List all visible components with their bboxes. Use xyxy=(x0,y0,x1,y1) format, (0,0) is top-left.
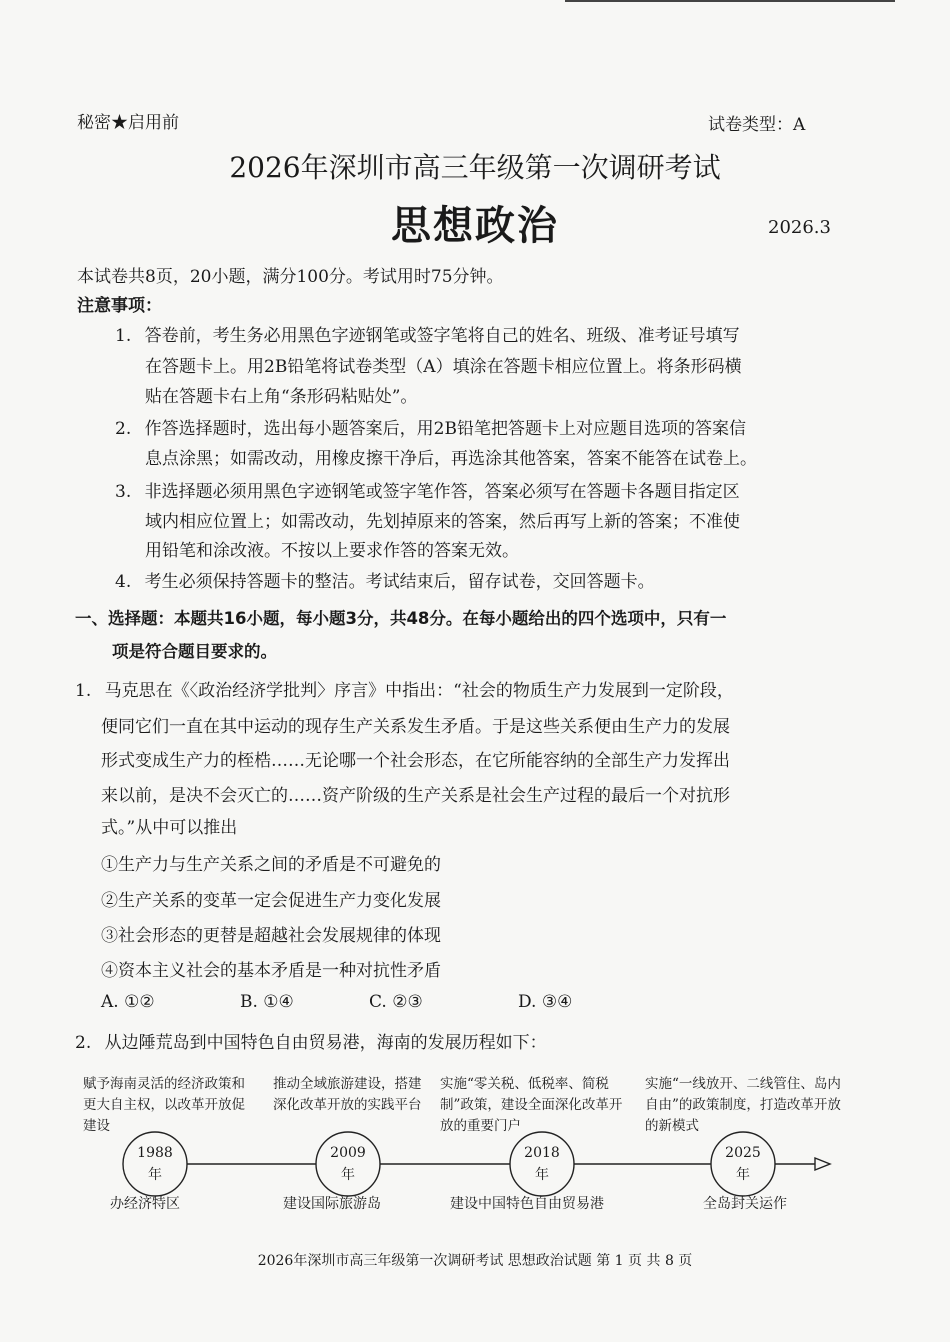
question-number: 1. xyxy=(75,681,92,701)
timeline-year: 2025 xyxy=(725,1145,761,1161)
note-line: 域内相应位置上；如需改动，先划掉原来的答案，然后再写上新的答案；不准使 xyxy=(145,512,740,532)
question-line: 形式变成生产力的桎梏……无论哪一个社会形态，在它所能容纳的全部生产力发挥出 xyxy=(101,751,730,771)
exam-intro: 本试卷共8页，20小题，满分100分。考试用时75分钟。 xyxy=(77,267,504,287)
timeline-desc: 实施“零关税、低税率、简税制”政策，建设全面深化改革开放的重要门户 xyxy=(440,1076,623,1134)
timeline-desc: 实施“一线放开、二线管住、岛内自由”的政策制度，打造改革开放的新模式 xyxy=(645,1076,841,1134)
statement-option: ①生产力与生产关系之间的矛盾是不可避免的 xyxy=(101,855,441,875)
section-heading: 一、选择题：本题共16小题，每小题3分，共48分。在每小题给出的四个选项中，只有一 xyxy=(75,609,727,628)
question-number: 2. xyxy=(75,1033,92,1053)
timeline-label: 全岛封关运作 xyxy=(703,1196,787,1212)
exam-title: 2026年深圳市高三年级第一次调研考试 xyxy=(229,151,721,184)
choice-d: D. ③④ xyxy=(518,992,573,1012)
timeline-label: 建设中国特色自由贸易港 xyxy=(450,1196,604,1212)
note-line: 非选择题必须用黑色字迹钢笔或签字笔作答，答案必须写在答题卡各题目指定区 xyxy=(144,482,740,502)
page-footer: 2026年深圳市高三年级第一次调研考试 思想政治试题 第 1 页 共 8 页 xyxy=(257,1253,693,1269)
exam-subject: 思想政治 xyxy=(391,202,559,249)
note-line: 息点涂黑；如需改动，用橡皮擦干净后，再选涂其他答案，答案不能答在试卷上。 xyxy=(145,449,757,469)
question-line: 来以前，是决不会灭亡的……资产阶级的生产关系是社会生产过程的最后一个对抗形 xyxy=(101,786,730,806)
choice-b: B. ①④ xyxy=(240,992,294,1012)
note-number: 2. xyxy=(115,419,132,439)
note-line: 用铅笔和涂改液。不按以上要求作答的答案无效。 xyxy=(145,541,519,561)
question-line: 马克思在《〈政治经济学批判〉序言》中指出：“社会的物质生产力发展到一定阶段， xyxy=(104,681,734,701)
timeline-year: 1988 xyxy=(137,1145,173,1161)
section-heading-cont: 项是符合题目要求的。 xyxy=(112,642,277,661)
timeline-desc: 赋予海南灵活的经济政策和更大自主权，以改革开放促建设 xyxy=(83,1076,245,1134)
note-line: 作答选择题时，选出每小题答案后，用2B铅笔把答题卡上对应题目选项的答案信 xyxy=(144,419,746,439)
note-number: 3. xyxy=(115,482,132,502)
timeline-year-unit: 年 xyxy=(736,1167,750,1183)
timeline-label: 建设国际旅游岛 xyxy=(283,1196,381,1212)
timeline-year: 2018 xyxy=(524,1145,560,1161)
timeline-year-unit: 年 xyxy=(535,1167,549,1183)
secret-mark: 秘密★启用前 xyxy=(77,113,179,133)
timeline-year-unit: 年 xyxy=(341,1167,355,1183)
choice-a: A. ①② xyxy=(101,992,155,1012)
question-line: 便同它们一直在其中运动的现存生产关系发生矛盾。于是这些关系便由生产力的发展 xyxy=(101,717,730,737)
statement-option: ④资本主义社会的基本矛盾是一种对抗性矛盾 xyxy=(101,961,441,981)
statement-option: ③社会形态的更替是超越社会发展规律的体现 xyxy=(101,926,441,946)
timeline-label: 办经济特区 xyxy=(110,1196,180,1212)
note-number: 4. xyxy=(115,572,132,592)
exam-date: 2026.3 xyxy=(768,217,831,238)
question-line: 式。”从中可以推出 xyxy=(101,818,238,838)
timeline-year: 2009 xyxy=(330,1145,366,1161)
timeline-year-unit: 年 xyxy=(148,1167,162,1183)
statement-option: ②生产关系的变革一定会促进生产力变化发展 xyxy=(101,891,441,911)
notes-title: 注意事项： xyxy=(77,296,162,316)
note-line: 考生必须保持答题卡的整洁。考试结束后，留存试卷，交回答题卡。 xyxy=(144,572,655,592)
note-line: 贴在答题卡右上角“条形码粘贴处”。 xyxy=(145,387,418,407)
note-line: 答卷前，考生务必用黑色字迹钢笔或签字笔将自己的姓名、班级、准考证号填写 xyxy=(144,326,740,346)
note-number: 1. xyxy=(115,326,132,346)
choice-c: C. ②③ xyxy=(369,992,423,1012)
note-line: 在答题卡上。用2B铅笔将试卷类型（A）填涂在答题卡相应位置上。将条形码横 xyxy=(145,357,742,377)
timeline-arrow-icon xyxy=(815,1158,830,1170)
paper-type: 试卷类型：A xyxy=(708,115,806,135)
question-line: 从边陲荒岛到中国特色自由贸易港，海南的发展历程如下： xyxy=(104,1033,547,1053)
timeline-desc: 推动全域旅游建设，搭建深化改革开放的实践平台 xyxy=(273,1076,422,1113)
